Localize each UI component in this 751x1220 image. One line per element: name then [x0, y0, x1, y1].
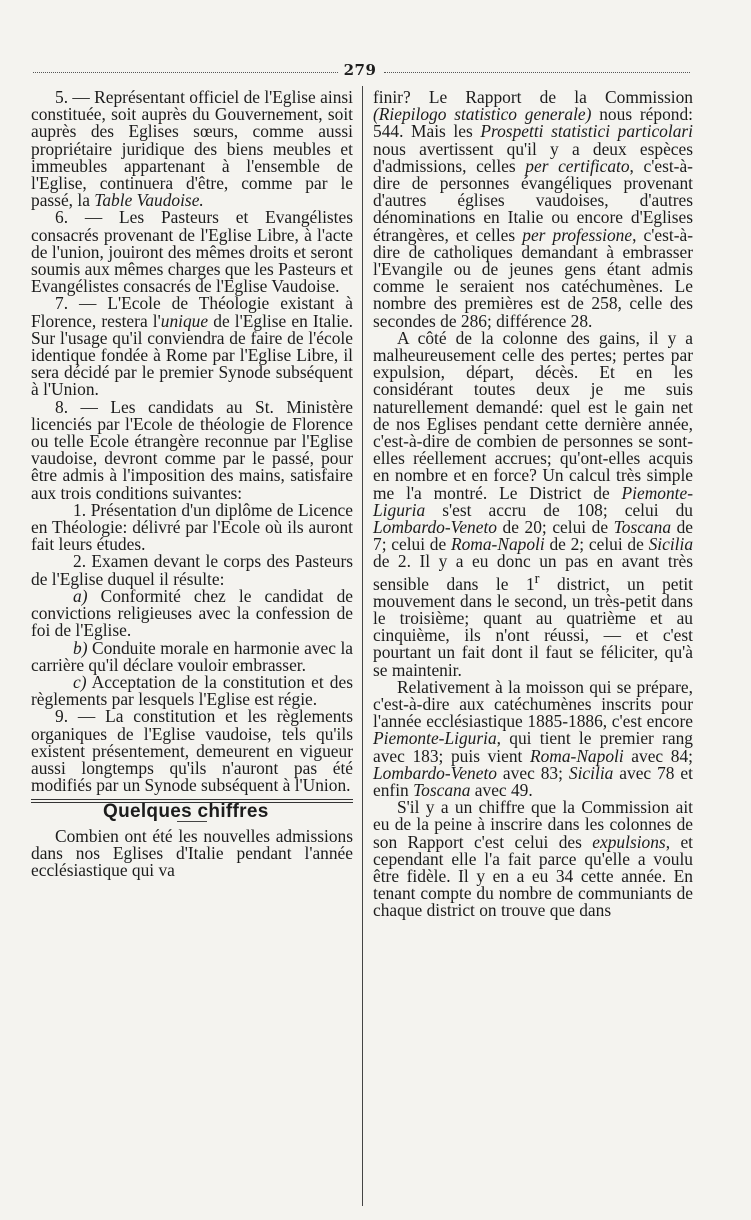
- condition-1: 1. Présentation d'un diplôme de Licence en Théologie: délivré par l'Ecole où ils auront fait leurs études.: [31, 499, 353, 555]
- paragraph-expulsions: S'il y a un chiffre que la Commission ait eu de la peine à inscrire dans les colonnes de son Rapport c'est celui des expulsions, et cependant elle l'a fait parce qu'elle a voulu être fidèle. Il y en a eu 34 cette année. En tenant compte du nombre de communiants de chaque district on trouve que dans: [373, 797, 693, 921]
- intro-paragraph: Combien ont été les nouvelles admissions dans nos Eglises d'Italie pendant l'année ecclésiastique qui va: [31, 825, 353, 880]
- condition-2a: a) Conformité chez le candidat de convictions religieuses avec la confession de foi de l'Eglise.: [31, 585, 353, 641]
- article-9: 9. — La constitution et les règlements organiques de l'Eglise vaudoise, tels qu'ils existent présentement, demeurent en vigueur aussi longtemps qu'ils n'auront pas été modifiés par un Synode subséquent à l'Union.: [31, 706, 353, 796]
- paragraph-gains-losses: A côté de la colonne des gains, il y a malheureusement celle des pertes; pertes par expulsion, départ, décès. Et en les considérant toutes deux je me suis naturellement demandé: quel est le gain net de nos Eglises pendant cette dernière année, c'est-à-dire de combien de personnes se sont-elles réellement accrues; qu'ont-elles acquis en nombre et en force? Un calcul très simple me l'a montré. Le District de Piemonte-Liguria s'est accru de 108; celui du Lombardo-Veneto de 20; celui de Toscana de 7; celui de Roma-Napoli de 2; celui de Sicilia de 2. Il y a eu donc un pas en avant très sensible dans le 1$^r$ district, un petit mouvement dans le second, un très-petit dans le troisième; quant au quatrième et au cinquième, ils n'ont réussi, — et c'est pourtant un fait dont il faut se féliciter, qu'à se maintenir.: [373, 327, 694, 680]
- paragraph-admissions: finir? Le Rapport de la Commission (Riepilogo statistico generale) nous répond: 544. Mais les Prospetti statistici particolari nous avertissent qu'il y a deux espèces d'admissions, celles per certificato, c'est-à-dire de personnes évangéliques provenant d'autres églises vaudoises, d'autres dénominations en Italie ou encore d'Eglises étrangères, et celles per professione, c'est-à-dire de catholiques demandant à embrasser l'Evangile ou de jeunes gens étant admis comme le seraient nos catéchumènes. Le nombre des premières est de 258, celle des secondes de 286; différence 28.: [373, 87, 693, 331]
- column-divider: [362, 86, 363, 1206]
- paragraph-catechumens: Relativement à la moisson qui se prépare, c'est-à-dire aux catéchumènes inscrits pour l'année ecclésiastique 1885-1886, c'est encore Piemonte-Liguria, qui tient le premier rang avec 183; puis vient Roma-Napoli avec 84; Lombardo-Veneto avec 83; Sicilia avec 78 et enfin Toscana avec 49.: [373, 676, 693, 800]
- article-7: 7. — L'Ecole de Théologie existant à Florence, restera l'unique de l'Eglise en Italie. Sur l'usage qu'il conviendra de faire de l'école identique fondée à Rome par l'Eglise Libre, il sera décidé par le premier Synode subséquent à l'Union.: [31, 293, 353, 400]
- article-5: 5. — Représentant officiel de l'Eglise ainsi constituée, soit auprès du Gouvernement, soit auprès des Eglises sœurs, comme aussi propriétaire juridique des biens meubles et immeubles appartenant à l'ensemble de l'Eglise, continuera d'être, comme par le passé, la Table Vaudoise.: [31, 87, 353, 211]
- right-column: [373, 89, 693, 920]
- article-6: 6. — Les Pasteurs et Evangélistes consacrés provenant de l'Eglise Libre, à l'acte de l'union, jouiront des mêmes droits et seront soumis aux mêmes charges que les Pasteurs et Evangélistes consacrés de l'Eglise Vaudoise.: [31, 207, 353, 297]
- condition-2: 2. Examen devant le corps des Pasteurs de l'Eglise duquel il résulte:: [31, 551, 353, 589]
- condition-2b: b) Conduite morale en harmonie avec la carrière qu'il déclare vouloir embrasser.: [31, 637, 353, 675]
- condition-2c: c) Acceptation de la constitution et des règlements par lesquels l'Eglise est régie.: [31, 671, 353, 710]
- section-heading: Quelques chiffres: [103, 801, 269, 823]
- header-rule-left: [33, 72, 338, 73]
- page-number: 279: [343, 61, 377, 79]
- article-8: 8. — Les candidats au St. Ministère licenciés par l'Ecole de théologie de Florence ou telle Ecole étrangère reconnue par l'Eglise vaudoise, devront comme par le passé, pour être admis à l'imposition des mains, satisfaire aux trois conditions suivantes:: [31, 396, 353, 503]
- header-rule-right: [384, 72, 690, 73]
- left-column: [31, 89, 353, 879]
